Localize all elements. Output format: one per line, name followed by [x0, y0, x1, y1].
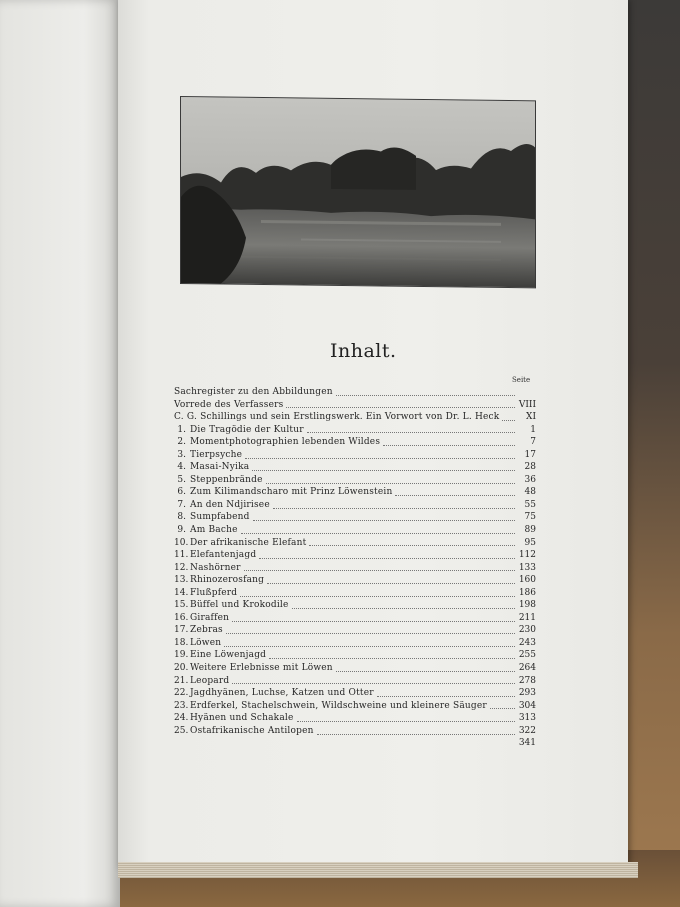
- toc-entry-page: 322: [518, 725, 536, 736]
- toc-leader-dots: [395, 487, 515, 496]
- toc-entry: [174, 449, 536, 462]
- toc-entry-number: 8.: [177, 512, 186, 523]
- toc-entry: [174, 511, 536, 524]
- toc-entry: [174, 461, 536, 474]
- toc-leader-dots: [269, 650, 515, 659]
- toc-entry-page: 198: [518, 600, 536, 611]
- toc-entry-page: 75: [524, 512, 536, 523]
- toc-leader-dots: [297, 713, 516, 722]
- toc-entry-number: 4.: [177, 462, 186, 473]
- toc-leader-dots: [224, 638, 515, 647]
- toc-entry-title: Flußpferd: [190, 587, 238, 598]
- toc-entry: [174, 474, 536, 487]
- toc-entry-title: C. G. Schillings und sein Erstlingswerk. Ein Vorwort von Dr. L. Heck: [174, 412, 500, 423]
- toc-entry-page: 278: [518, 675, 536, 686]
- toc-entry-title: Am Bache: [190, 525, 238, 536]
- page-title: Inhalt.: [330, 340, 397, 362]
- toc-entry-title: Weitere Erlebnisse mit Löwen: [190, 663, 333, 674]
- toc-entry: [174, 499, 536, 512]
- toc-entry-page: 1: [530, 424, 536, 435]
- toc-entry-title: Sachregister zu den Abbildungen: [174, 387, 333, 397]
- table-of-contents: [174, 386, 536, 750]
- toc-entry-number: 23.: [174, 700, 189, 711]
- toc-leader-dots: [273, 500, 515, 509]
- toc-entry-number: 2.: [177, 437, 186, 448]
- toc-entry: [174, 436, 536, 449]
- toc-entry-title: Ostafrikanische Antilopen: [190, 725, 314, 736]
- toc-leader-dots: [307, 424, 515, 433]
- toc-entry-title: An den Ndjirisee: [190, 499, 270, 510]
- toc-entry-number: 17.: [174, 625, 189, 636]
- toc-entry-number: 1.: [177, 424, 186, 435]
- toc-entry-title: Büffel und Krokodile: [190, 600, 289, 611]
- toc-entry: [174, 624, 536, 637]
- toc-entry: [174, 637, 536, 650]
- toc-entry: [174, 675, 536, 688]
- toc-leader-dots: [502, 412, 515, 421]
- toc-entry-page: 313: [518, 713, 536, 724]
- toc-entry: [174, 562, 536, 575]
- toc-entry-page: 28: [524, 462, 536, 473]
- toc-entry: [174, 737, 536, 750]
- toc-entry-number: 25.: [174, 725, 189, 736]
- toc-entry: [174, 649, 536, 662]
- toc-entry-title: Hyänen und Schakale: [190, 713, 294, 724]
- toc-entry-title: Vorrede des Verfassers: [174, 399, 284, 410]
- toc-entry-page: 112: [518, 550, 536, 561]
- toc-entry-title: Elefantenjagd: [190, 550, 257, 561]
- toc-leader-dots: [286, 399, 515, 408]
- toc-leader-dots: [232, 613, 515, 622]
- toc-leader-dots: [232, 675, 515, 684]
- toc-entry-number: 7.: [177, 499, 186, 510]
- toc-entry-title: Sumpfabend: [190, 512, 250, 523]
- toc-entry-page: 255: [518, 650, 536, 661]
- toc-entry-page: 95: [524, 537, 536, 548]
- toc-entry-number: 5.: [177, 474, 186, 485]
- toc-entry-page: XI: [526, 412, 536, 423]
- toc-entry-title: Zebras: [190, 625, 223, 636]
- toc-leader-dots: [336, 387, 515, 396]
- toc-entry-page: VIII: [518, 399, 536, 410]
- toc-entry-number: 6.: [177, 487, 186, 498]
- toc-entry-title: Steppenbrände: [190, 474, 263, 485]
- toc-entry-title: Momentphotographien lebenden Wildes: [190, 437, 381, 448]
- toc-entry: [174, 386, 536, 399]
- toc-leader-dots: [244, 562, 515, 571]
- toc-leader-dots: [252, 462, 515, 471]
- toc-entry-page: 89: [524, 525, 536, 536]
- toc-entry-title: Jagdhyänen, Luchse, Katzen und Otter: [190, 688, 374, 699]
- toc-entry-number: 9.: [177, 525, 186, 536]
- page-edges: [118, 862, 638, 878]
- toc-entry-page: 160: [518, 575, 536, 586]
- toc-entry-number: 15.: [174, 600, 189, 611]
- toc-entry-number: 22.: [174, 688, 189, 699]
- landscape-photo-icon: [181, 97, 535, 287]
- toc-entry-page: 55: [524, 499, 536, 510]
- toc-leader-dots: [259, 550, 515, 559]
- toc-entry: [174, 612, 536, 625]
- toc-entry-page: 341: [518, 738, 536, 749]
- left-page: [0, 0, 120, 907]
- toc-entry-title: Die Tragödie der Kultur: [190, 424, 304, 435]
- toc-entry-number: 19.: [174, 650, 189, 661]
- toc-leader-dots: [292, 600, 515, 609]
- toc-entry: [174, 662, 536, 675]
- toc-entry: [174, 411, 536, 424]
- toc-entry-page: 293: [518, 688, 536, 699]
- toc-leader-dots: [309, 537, 515, 546]
- toc-entry: [174, 424, 536, 437]
- toc-entry-page: 211: [518, 612, 536, 623]
- toc-entry-number: 24.: [174, 713, 189, 724]
- toc-entry: [174, 574, 536, 587]
- toc-entry: [174, 687, 536, 700]
- toc-entry-page: 186: [518, 587, 536, 598]
- toc-entry-number: 12.: [174, 562, 189, 573]
- toc-entry-page: 7: [530, 437, 536, 448]
- toc-entry-number: 20.: [174, 663, 189, 674]
- toc-entry-number: 3.: [177, 449, 186, 460]
- toc-entry-title: Nashörner: [190, 562, 241, 573]
- toc-entry: [174, 524, 536, 537]
- toc-entry-title: Masai-Nyika: [190, 462, 250, 473]
- toc-entry-number: 16.: [174, 612, 189, 623]
- toc-entry-title: Tierpsyche: [190, 449, 243, 460]
- toc-entry: [174, 712, 536, 725]
- page-column-label: Seite: [512, 376, 531, 384]
- toc-leader-dots: [253, 512, 515, 521]
- toc-entry-title: Der afrikanische Elefant: [190, 537, 307, 548]
- toc-entry-page: 230: [518, 625, 536, 636]
- toc-entry-page: 133: [518, 562, 536, 573]
- toc-entry-page: 243: [518, 637, 536, 648]
- toc-entry-title: Erdferkel, Stachelschwein, Wildschweine und kleinere Säuger: [190, 700, 487, 711]
- toc-entry-title: Löwen: [190, 637, 222, 648]
- toc-leader-dots: [383, 437, 515, 446]
- toc-entry-number: 14.: [174, 587, 189, 598]
- toc-leader-dots: [226, 625, 515, 634]
- toc-entry: [174, 725, 536, 738]
- toc-entry: [174, 549, 536, 562]
- toc-entry-number: 11.: [174, 550, 189, 561]
- toc-entry-page: 48: [524, 487, 536, 498]
- toc-entry-number: 21.: [174, 675, 189, 686]
- toc-entry-page: 264: [518, 663, 536, 674]
- toc-entry-number: 10.: [174, 537, 189, 548]
- toc-entry: [174, 399, 536, 412]
- landscape-photo: [180, 96, 536, 288]
- toc-leader-dots: [266, 475, 515, 484]
- toc-entry: [174, 700, 536, 713]
- toc-entry-page: 304: [518, 700, 536, 711]
- toc-leader-dots: [336, 663, 515, 672]
- toc-entry-number: 13.: [174, 575, 189, 586]
- toc-entry-title: Eine Löwenjagd: [190, 650, 267, 661]
- toc-leader-dots: [377, 688, 515, 697]
- toc-entry-title: Leopard: [190, 675, 230, 686]
- toc-leader-dots: [240, 588, 515, 597]
- toc-entry: [174, 486, 536, 499]
- toc-entry-page: 36: [524, 474, 536, 485]
- toc-leader-spacer: [177, 739, 515, 747]
- toc-entry-title: Giraffen: [190, 612, 230, 623]
- toc-entry-number: 18.: [174, 637, 189, 648]
- toc-entry: [174, 587, 536, 600]
- toc-entry-page: 17: [524, 449, 536, 460]
- toc-leader-dots: [245, 450, 515, 459]
- toc-entry-title: Rhinozerosfang: [190, 575, 265, 586]
- toc-leader-dots: [317, 726, 515, 735]
- toc-entry: [174, 599, 536, 612]
- toc-leader-dots: [490, 700, 515, 709]
- toc-leader-dots: [267, 575, 515, 584]
- toc-leader-dots: [241, 525, 515, 534]
- toc-entry: [174, 537, 536, 550]
- toc-entry-title: Zum Kilimandscharo mit Prinz Löwenstein: [190, 487, 393, 498]
